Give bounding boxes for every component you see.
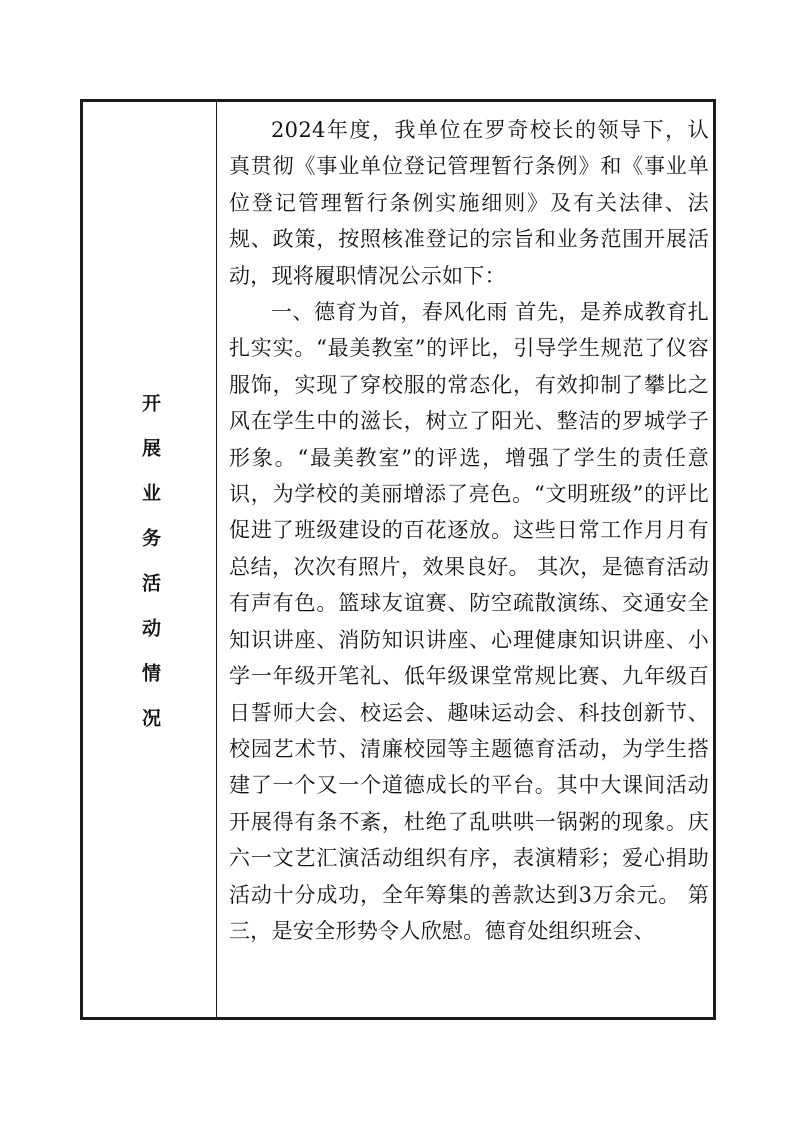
form-table: [80, 99, 716, 1020]
intro-paragraph: 2024年度，我单位在罗奇校长的领导下，认真贯彻《事业单位登记管理暂行条例》和《事业单位登记管理暂行条例实施细则》及有关法律、法规、政策，按照核准登记的宗旨和业务范围开展活动，现将履职情况公示如下：: [229, 118, 709, 288]
section-label-cell: [83, 102, 217, 1017]
section-label: 开展业务活动情况: [139, 392, 161, 753]
content-cell: [217, 102, 713, 1017]
moral-education-paragraph: 一、德育为首，春风化雨 首先，是养成教育扎扎实实。“最美教室”的评比，引导学生规范了仪容服饰，实现了穿校服的常态化，有效抑制了攀比之风在学生中的滋长，树立了阳光、整洁的罗城学子形象。“最美教室”的评选，增强了学生的责任意识，为学校的美丽增添了亮色。“文明班级”的评比促进了班级建设的百花逐放。这些日常工作月月有总结，次次有照片，效果良好。 其次，是德育活动有声有色。篮球友谊赛、防空疏散演练、交通安全知识讲座、消防知识讲座、心理健康知识讲座、小学一年级开笔礼、低年级课堂常规比赛、九年级百日誓师大会、校运会、趣味运动会、科技创新节、校园艺术节、清廉校园等主题德育活动，为学生搭建了一个又一个道德成长的平台。其中大课间活动开展得有条不紊，杜绝了乱哄哄一锅粥的现象。庆六一文艺汇演活动组织有序，表演精彩；爱心捐助活动十分成功，全年筹集的善款达到3万余元。 第三，是安全形势令人欣慰。德育处组织班会、: [229, 300, 709, 943]
